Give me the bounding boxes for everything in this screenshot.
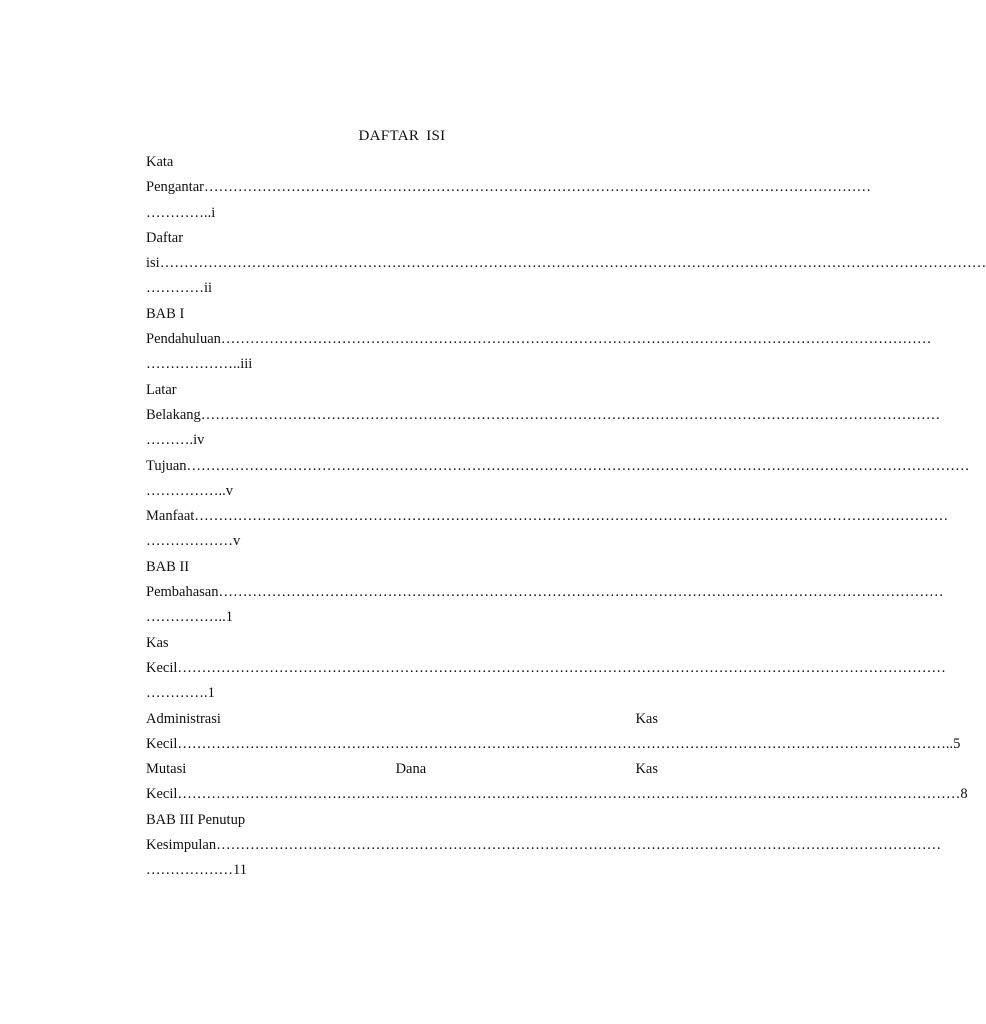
toc-line: ………………11	[146, 862, 247, 879]
toc-word: Dana	[395, 761, 427, 778]
toc-line: BAB II	[146, 558, 190, 575]
toc-line: ……………..v	[146, 482, 233, 499]
toc-line: isi………………………………………………………………………………………………………………………………………………………	[146, 255, 986, 272]
toc-word: Administrasi	[146, 710, 221, 727]
toc-line: Kecil……………………………………………………………………………………………………………………………………………	[146, 659, 946, 676]
toc-line: …………..i	[146, 204, 216, 221]
toc-line: Kas	[146, 634, 169, 651]
toc-line: Kata	[146, 154, 174, 170]
toc-line: Kecil………………………………………………………………………………………………………………………………………………8	[146, 786, 968, 803]
toc-word: Kas	[635, 710, 658, 727]
toc-line: ………………..iii	[146, 356, 253, 373]
toc-line: Latar	[146, 381, 177, 398]
table-of-contents	[146, 150, 986, 884]
toc-line: Tujuan………………………………………………………………………………………………………………………………………………	[146, 457, 970, 474]
toc-line: ……………..1	[146, 609, 233, 626]
toc-line: …………ii	[146, 280, 213, 297]
toc-line: Pengantar…………………………………………………………………………………………………………………………	[146, 179, 871, 196]
toc-line: Kecil……………………………………………………………………………………………………………………………………………..5	[146, 735, 961, 752]
toc-line: Pendahuluan…………………………………………………………………………………………………………………………………	[146, 331, 932, 348]
toc-line: Pembahasan……………………………………………………………………………………………………………………………………	[146, 584, 944, 601]
toc-line: BAB I	[146, 305, 185, 322]
toc-word: Kas	[635, 761, 658, 778]
toc-line: ………….1	[146, 685, 215, 702]
toc-line: Daftar	[146, 229, 184, 246]
toc-line-mutasi	[146, 757, 658, 782]
toc-line-administrasi	[146, 707, 658, 732]
toc-line: Manfaat…………………………………………………………………………………………………………………………………………	[146, 508, 949, 525]
toc-line: Belakang………………………………………………………………………………………………………………………………………	[146, 406, 941, 423]
toc-line: Kesimpulan……………………………………………………………………………………………………………………………………	[146, 837, 942, 854]
toc-word: Mutasi	[146, 761, 187, 778]
toc-line: ………………v	[146, 533, 241, 550]
page-title: DAFTAR ISI	[358, 128, 446, 144]
toc-line: BAB III Penutup	[146, 811, 246, 828]
toc-line: ……….iv	[146, 432, 205, 449]
